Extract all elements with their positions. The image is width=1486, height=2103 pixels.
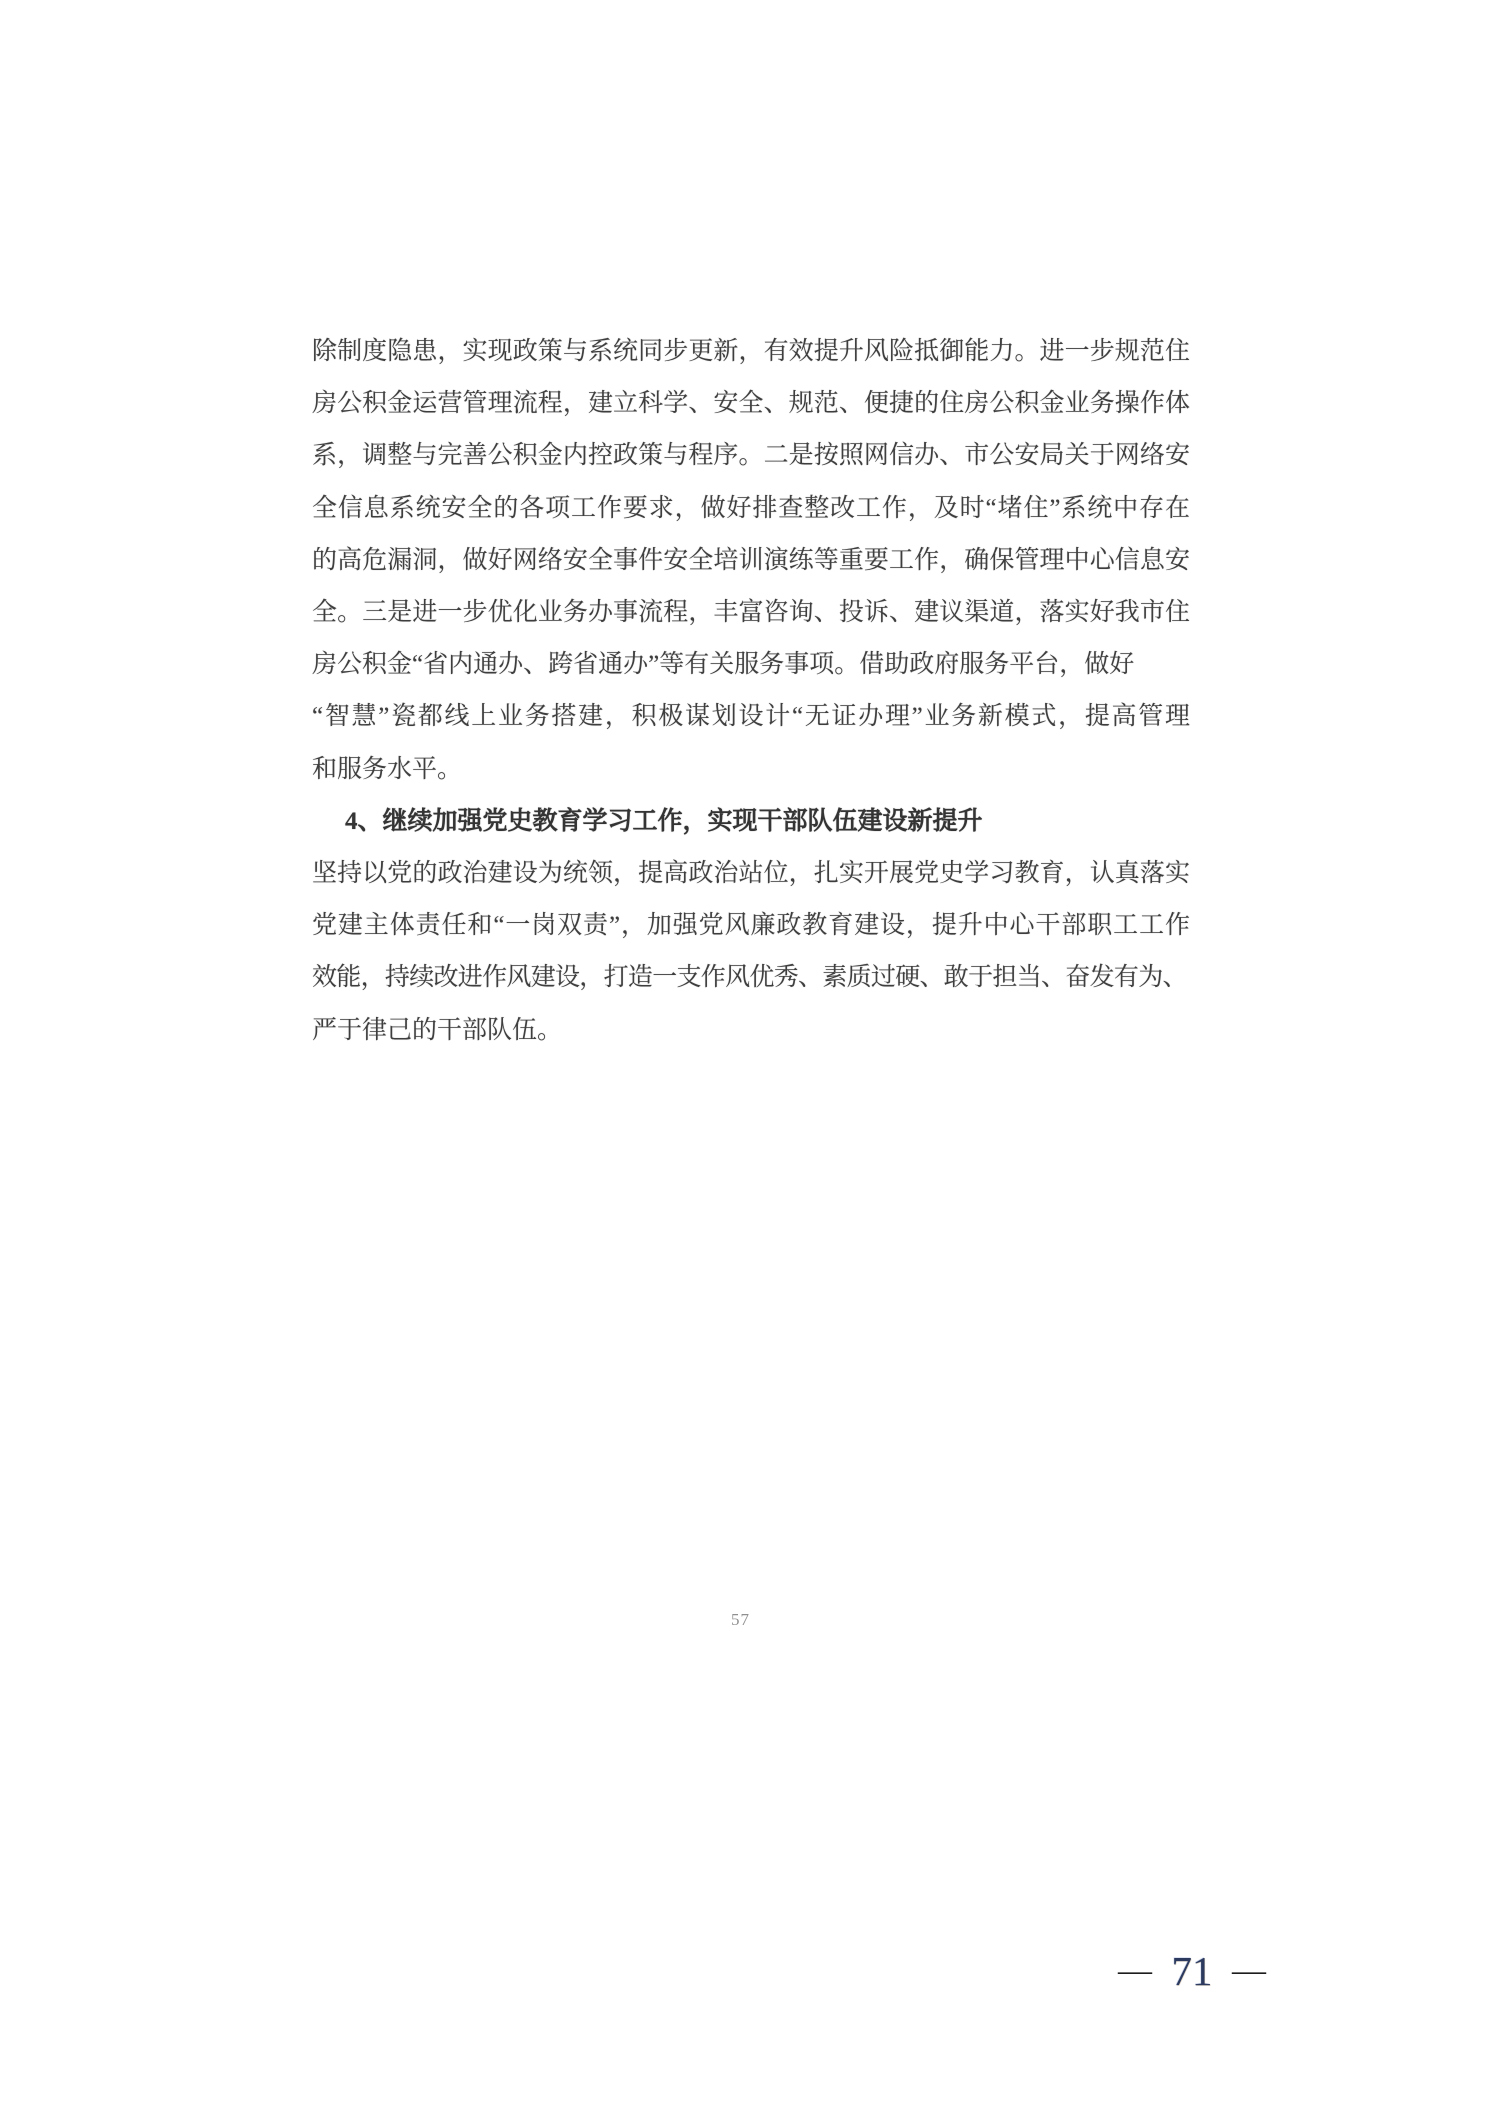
section-heading: 4、继续加强党史教育学习工作，实现干部队伍建设新提升 (345, 807, 983, 835)
text-line: 全信息系统安全的各项工作要求，做好排查整改工作，及时“堵住”系统中存在 (312, 494, 1190, 522)
footer-page-number-value: 71 (1171, 1947, 1213, 1994)
text-line: “智慧”瓷都线上业务搭建，积极谋划设计“无证办理”业务新模式，提高管理 (312, 703, 1190, 731)
text-line: 房公积金运营管理流程，建立科学、安全、规范、便捷的住房公积金业务操作体 (312, 390, 1190, 418)
text-line: 和服务水平。 (312, 755, 463, 783)
text-line: 党建主体责任和“一岗双责”，加强党风廉政教育建设，提升中心干部职工工作 (312, 912, 1190, 940)
text-line: 的高危漏洞，做好网络安全事件安全培训演练等重要工作，确保管理中心信息安 (312, 546, 1190, 574)
document-text-block (312, 326, 1190, 1057)
inner-page-number: 57 (731, 1610, 750, 1629)
text-line: 严于律己的干部队伍。 (312, 1016, 563, 1044)
text-line: 全。三是进一步优化业务办事流程，丰富咨询、投诉、建议渠道，落实好我市住 (312, 599, 1190, 627)
footer-dash-left: — (1118, 1952, 1152, 1989)
text-line: 除制度隐患，实现政策与系统同步更新，有效提升风险抵御能力。进一步规范住 (312, 338, 1190, 365)
text-line: 系，调整与完善公积金内控政策与程序。二是按照网信办、市公安局关于网络安 (312, 442, 1190, 470)
text-line: 坚持以党的政治建设为统领，提高政治站位，扎实开展党史学习教育，认真落实 (312, 860, 1190, 888)
text-line: 房公积金“省内通办、跨省通办”等有关服务事项。借助政府服务平台，做好 (312, 651, 1135, 679)
text-line: 效能，持续改进作风建设，打造一支作风优秀、素质过硬、敢于担当、奋发有为、 (312, 964, 1187, 992)
footer-page-number (1118, 1947, 1266, 1995)
footer-dash-right: — (1232, 1952, 1266, 1989)
